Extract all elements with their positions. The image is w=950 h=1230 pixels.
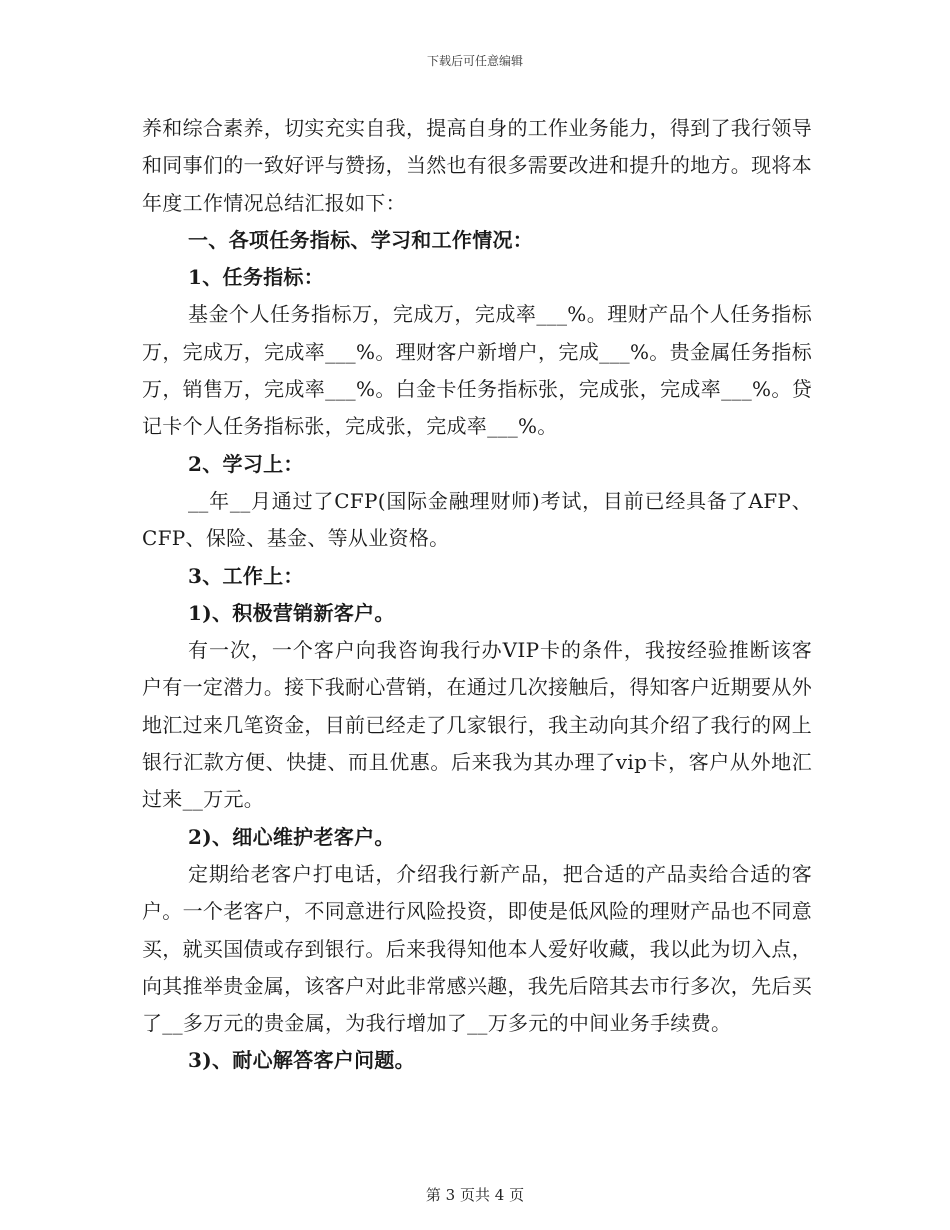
paragraph-study: __年__月通过了CFP(国际金融理财师)考试，目前已经具备了AFP、CFP、保险、基金、等从业资格。 (142, 488, 812, 551)
paragraph-old-customers: 定期给老客户打电话，介绍我行新产品，把合适的产品卖给合适的客户。一个老客户，不同意进行风险投资，即使是低风险的理财产品也不同意买，就买国债或存到银行。后来我得知他本人爱好收藏，我以此为切入点，向其推举贵金属，该客户对此非常感兴趣，我先后陪其去市行多次，先后买了__多万元的贵金属，为我行增加了__万多元的中间业务手续费。 (142, 861, 812, 1036)
document-body (142, 110, 812, 1080)
paragraph-task-indicators: 基金个人任务指标万，完成万，完成率___%。理财产品个人任务指标万，完成万，完成率___%。理财客户新增户，完成___%。贵金属任务指标万，销售万，完成率___%。白金卡任务指标张，完成张，完成率___%。贷记卡个人任务指标张，完成张，完成率___%。 (142, 302, 812, 439)
subheading-new-customers: 1)、积极营销新客户。 (188, 600, 395, 625)
subheading-study: 2、学习上： (188, 451, 304, 476)
section-heading-1: 一、各项任务指标、学习和工作情况： (188, 227, 534, 252)
paragraph-intro-continuation: 养和综合素养，切实充实自我，提高自身的工作业务能力，得到了我行领导和同事们的一致好评与赞扬，当然也有很多需要改进和提升的地方。现将本年度工作情况总结汇报如下： (142, 116, 812, 215)
page-footer: 第 3 页共 4 页 (425, 1186, 525, 1204)
subheading-customer-questions: 3)、耐心解答客户问题。 (188, 1048, 415, 1073)
subheading-old-customers: 2)、细心维护老客户。 (188, 824, 395, 849)
page-header: 下载后可任意编辑 (426, 54, 523, 68)
paragraph-new-customers: 有一次，一个客户向我咨询我行办VIP卡的条件，我按经验推断该客户有一定潜力。接下我耐心营销，在通过几次接触后，得知客户近期要从外地汇过来几笔资金，目前已经走了几家银行，我主动向其介绍了我行的网上银行汇款方便、快捷、而且优惠。后来我为其办理了vip卡，客户从外地汇过来__万元。 (142, 638, 812, 812)
subheading-task-indicators: 1、任务指标： (188, 265, 325, 290)
subheading-work: 3、工作上： (188, 563, 304, 588)
